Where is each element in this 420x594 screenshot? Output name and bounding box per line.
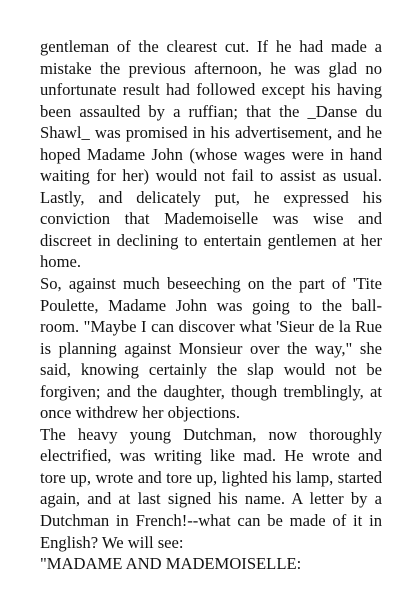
- text-line: So, against much beseeching on the part of 'Tite: [40, 274, 382, 294]
- text-line: hoped Madame John (whose wages were in hand: [40, 144, 382, 164]
- text-line: The heavy young Dutchman, now thoroughly: [40, 424, 382, 444]
- text-line: mistake the previous afternoon, he was glad no: [40, 58, 382, 78]
- paragraph-1: [40, 36, 382, 273]
- paragraph-3: [40, 424, 382, 553]
- text-line: discreet in declining to entertain gentlemen at her: [40, 230, 382, 250]
- text-line: home.: [40, 252, 82, 272]
- text-line: gentleman of the clearest cut. If he had made a: [40, 37, 382, 56]
- text-line: electrified, was writing like mad. He wrote and: [40, 446, 382, 466]
- text-line: been assaulted by a ruffian; that the _Danse du: [40, 101, 382, 121]
- text-line: unfortunate result had followed except his having: [40, 80, 382, 100]
- text-line: room. "Maybe I can discover what 'Sieur de la Rue: [40, 317, 382, 337]
- text-line: once withdrew her objections.: [40, 403, 240, 423]
- text-line: said, knowing certainly the slap would not be: [40, 360, 382, 380]
- paragraph-2: [40, 273, 382, 424]
- text-line: again, and at last signed his name. A letter by a: [40, 489, 382, 509]
- text-line: Lastly, and delicately put, he expressed his: [40, 187, 382, 207]
- text-line: tore up, wrote and tore up, lighted his lamp, started: [40, 467, 382, 487]
- text-line: conviction that Mademoiselle was wise and: [40, 209, 382, 229]
- text-line: Shawl_ was promised in his advertisement, and he: [40, 123, 382, 143]
- text-line: forgiven; and the daughter, though tremblingly, at: [40, 381, 382, 401]
- text-line: Dutchman in French!--what can be made of it in: [40, 511, 382, 531]
- text-line: waiting for her) would not fail to assist as usual.: [40, 166, 382, 186]
- text-line: English? We will see:: [40, 532, 184, 552]
- text-line: is planning against Monsieur over the way," she: [40, 338, 382, 358]
- paragraph-4: [40, 553, 382, 575]
- document-page: [40, 36, 382, 575]
- text-line: "MADAME AND MADEMOISELLE:: [40, 554, 302, 574]
- text-line: Poulette, Madame John was going to the ball-: [40, 295, 382, 315]
